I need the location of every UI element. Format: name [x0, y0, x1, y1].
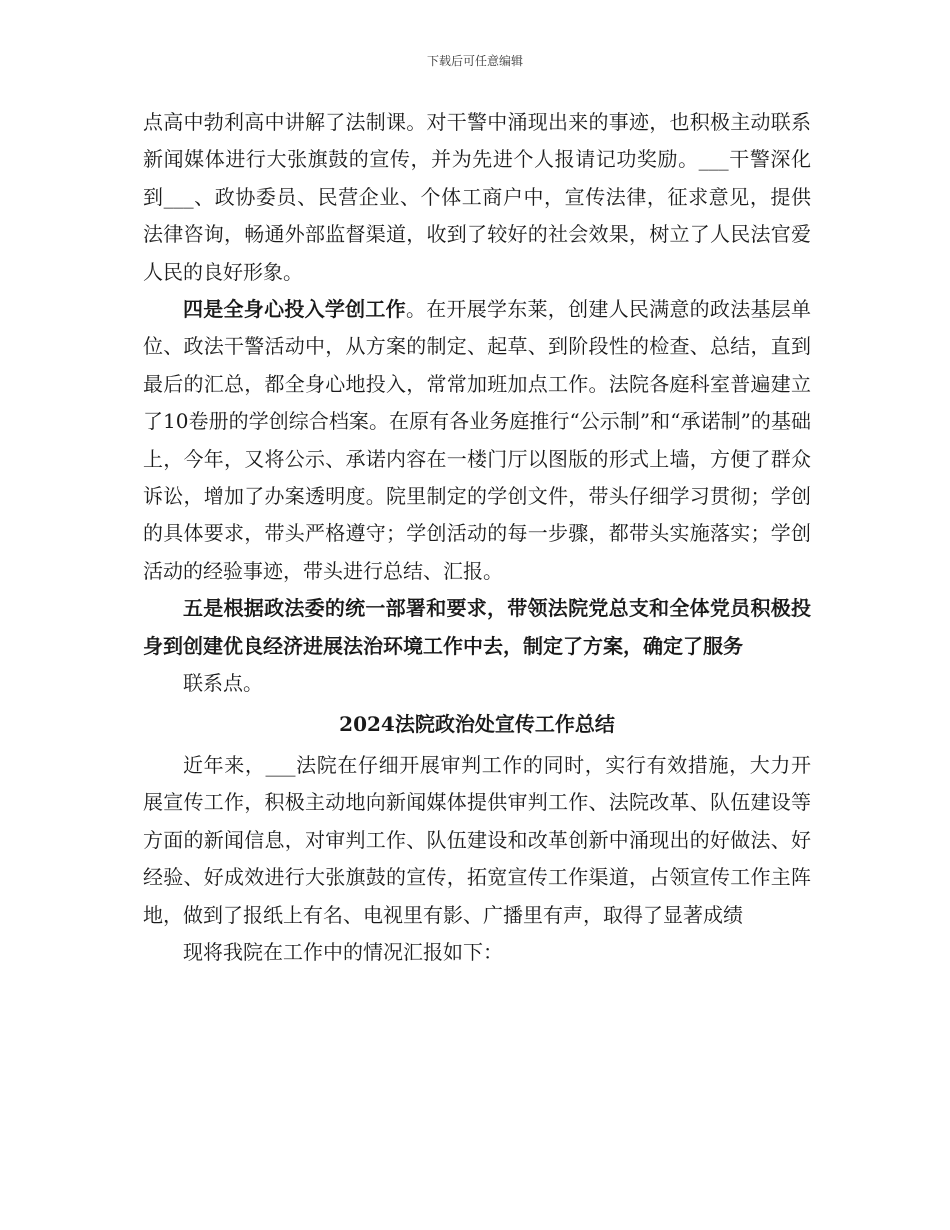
point-four-heading: 四是全身心投入学创工作: [183, 297, 406, 322]
paragraph-report-lead: 现将我院在工作中的情况汇报如下：: [183, 939, 503, 964]
paragraph-continuation: 点高中勃利高中讲解了法制课。对干警中涌现出来的事迹，也积极主动联系新闻媒体进行大张旗鼓的宣传，并为先进个人报请记功奖励。___干警深化到___、政协委员、民营企业、个体工商户中，宣传法律，征求意见，提供法律咨询，畅通外部监督渠道，收到了较好的社会效果，树立了人民法官爱人民的良好形象。: [143, 110, 811, 284]
section-title: 2024法院政治处宣传工作总结: [339, 711, 615, 736]
paragraph-point-four: [143, 291, 811, 590]
page-header: 下载后可任意编辑: [426, 54, 523, 68]
paragraph-intro: 近年来，___法院在仔细开展审判工作的同时，实行有效措施，大力开展宣传工作，积极主动地向新闻媒体提供审判工作、法院改革、队伍建设等方面的新闻信息，对审判工作、队伍建设和改革创新中涌现出的好做法、好经验、好成效进行大张旗鼓的宣传，拓宽宣传工作渠道，占领宣传工作主阵地，做到了报纸上有名、电视里有影、广播里有声，取得了显著成绩: [143, 752, 811, 927]
document-body: [143, 104, 811, 971]
point-four-body: 。在开展学东莱，创建人民满意的政法基层单位、政法干警活动中，从方案的制定、起草、到阶段性的检查、总结，直到最后的汇总，都全身心地投入，常常加班加点工作。法院各庭科室普遍建立了10卷册的学创综合档案。在原有各业务庭推行“公示制”和“承诺制”的基础上，今年，又将公示、承诺内容在一楼门厅以图版的形式上墙，方便了群众诉讼，增加了办案透明度。院里制定的学创文件，带头仔细学习贯彻；学创的具体要求，带头严格遵守；学创活动的每一步骤，都带头实施落实；学创活动的经验事迹，带头进行总结、汇报。: [143, 297, 812, 583]
paragraph-point-five-tail: 联系点。: [183, 671, 263, 696]
paragraph-point-five: 五是根据政法委的统一部署和要求，带领法院党总支和全体党员积极投身到创建优良经济进展法治环境工作中去，制定了方案，确定了服务: [143, 596, 811, 658]
